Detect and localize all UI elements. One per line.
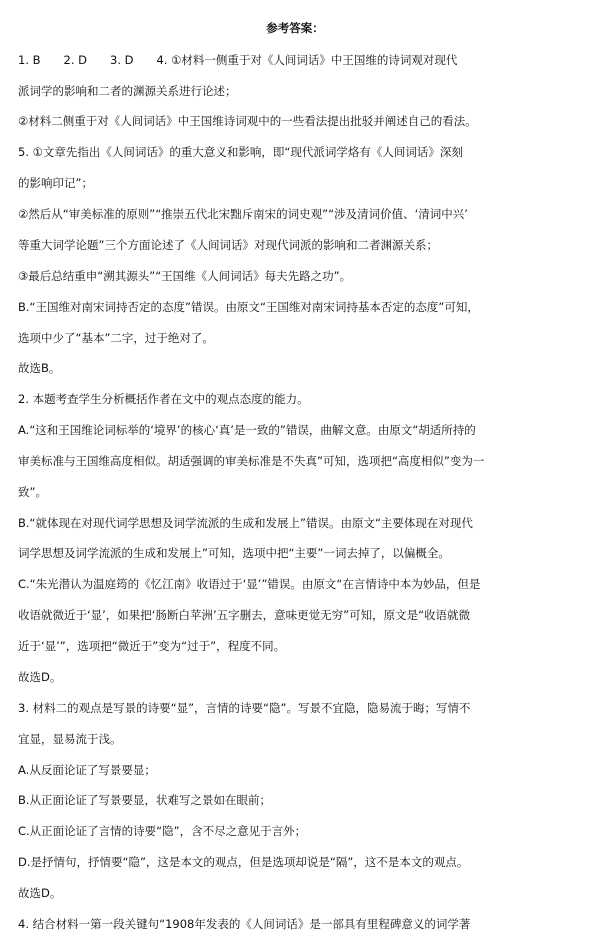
answer-line: 等重大词学论题”三个方面论述了《人间词话》对现代词派的影响和二者渊源关系；: [18, 238, 438, 252]
answer-line: C.“朱光潜认为温庭筠的《忆江南》收语过于‘显’”错误。由原文“在言情诗中本为妙品，但是: [18, 577, 481, 591]
answer-line: C.从正面论证了言情的诗要“隐”，含不尽之意见于言外；: [18, 824, 307, 838]
answer-line: 1. B 2. D 3. D 4. ①材料一侧重于对《人间词话》中王国维的诗词观对现代: [18, 53, 458, 67]
answer-line: B.“就体现在对现代词学思想及词学流派的生成和发展上”错误。由原文“主要体现在对现代: [18, 516, 473, 530]
answer-line: ③最后总结重申“溯其源头”“王国维《人间词话》每夫先路之功”。: [18, 269, 352, 283]
answer-line: 故选B。: [18, 361, 61, 375]
answer-line: B.从正面论证了写景要显，状难写之景如在眼前；: [18, 793, 272, 807]
answer-line: A.“这和王国维论词标举的‘境界’的核心‘真’是一致的”错误，曲解文意。由原文“胡适所持的: [18, 423, 476, 437]
answer-line: ②然后从“审美标准的原则”“推崇五代北宋黜斥南宋的词史观”“涉及清词价值、‘清词中兴’: [18, 207, 468, 221]
answer-line: 致”。: [18, 485, 47, 499]
answer-line: 近于‘显’”，选项把“微近于”变为“过于”，程度不同。: [18, 639, 286, 653]
answer-line: 派词学的影响和二者的渊源关系进行论述；: [18, 84, 237, 98]
answer-line: 4. 结合材料一第一段关键句“1908年发表的《人间词话》是一部具有里程碑意义的词学著: [18, 917, 471, 931]
answer-line: B.“王国维对南宋词持否定的态度”错误。由原文“王国维对南宋词持基本否定的态度”可知，: [18, 300, 479, 314]
answer-line: 词学思想及词学流派的生成和发展上”可知，选项中把“主要”一词去掉了，以偏概全。: [18, 546, 450, 560]
answer-line: 选项中少了“基本”二字，过于绝对了。: [18, 331, 214, 345]
answer-line: 3. 材料二的观点是写景的诗要“显”，言情的诗要“隐”。写景不宜隐，隐易流于晦；写情不: [18, 701, 471, 715]
answer-line: 宜显，显易流于浅。: [18, 732, 122, 746]
answer-line: 收语就微近于‘显’，如果把‘肠断白苹洲’五字删去，意味更觉无穷”可知，原文是“收语就微: [18, 608, 471, 622]
answer-line: 2. 本题考查学生分析概括作者在文中的观点态度的能力。: [18, 392, 309, 406]
page-title: 参考答案：: [266, 21, 324, 35]
answer-line: D.是抒情句，抒情要“隐”，这是本文的观点，但是选项却说是“隔”，这不是本文的观点。: [18, 855, 469, 869]
answer-line: A.从反面论证了写景要显；: [18, 763, 156, 777]
answer-line: 故选D。: [18, 670, 62, 684]
answer-line: 5. ①文章先指出《人间词话》的重大意义和影响，即“现代派词学烙有《人间词话》深刻: [18, 145, 463, 159]
answer-line: 审美标准与王国维高度相似。胡适强调的审美标准是不失真”可知，选项把“高度相似”变为一: [18, 454, 485, 468]
answer-line: ②材料二侧重于对《人间词话》中王国维诗词观中的一些看法提出批驳并阐述自己的看法。: [18, 114, 477, 128]
answer-line: 的影响印记”；: [18, 176, 93, 190]
answer-line: 故选D。: [18, 886, 62, 900]
